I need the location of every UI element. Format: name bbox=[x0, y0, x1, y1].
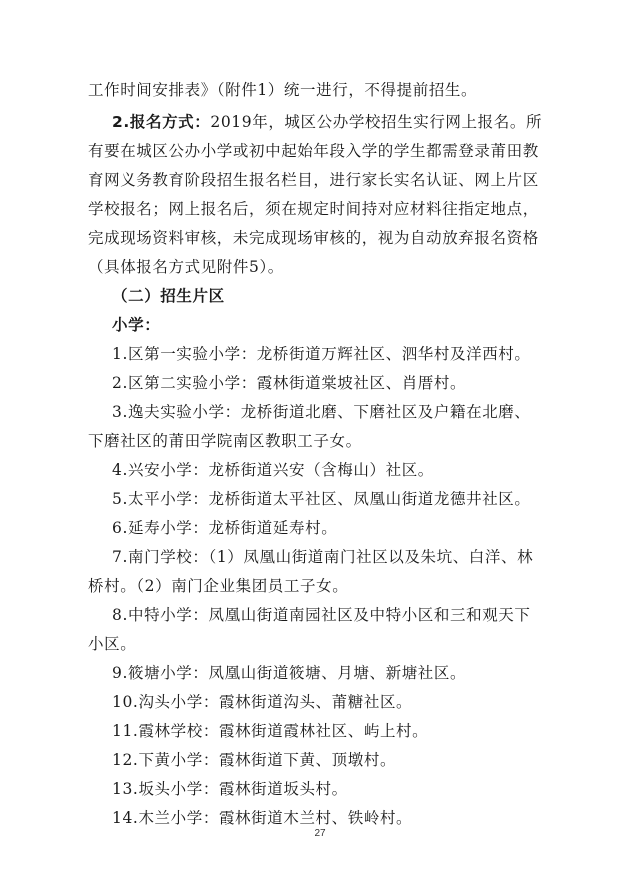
text-line: 所 bbox=[525, 113, 543, 131]
list-item-continuation: 小区。 bbox=[88, 635, 137, 653]
list-item: 6.延寿小学：龙桥街道延寿村。 bbox=[112, 519, 338, 537]
registration-method-text: 2019年，城区公办学校招生实行网上报名。 bbox=[210, 113, 526, 131]
page-number: 27 bbox=[314, 828, 326, 839]
list-item-continuation: 桥村。（2）南门企业集团员工子女。 bbox=[88, 577, 349, 595]
list-item: 5.太平小学：龙桥街道太平社区、凤凰山街道龙德井社区。 bbox=[112, 490, 531, 508]
list-item: 8.中特小学：凤凰山街道南园社区及中特小区和三和观天下 bbox=[112, 606, 531, 624]
text-line: 有要在城区公办小学或初中起始年段入学的学生都需登录莆田教 bbox=[88, 142, 539, 160]
text-line: （具体报名方式见附件5）。 bbox=[88, 258, 284, 276]
list-item: 1.区第一实验小学：龙桥街道万辉社区、泗华村及洋西村。 bbox=[112, 345, 531, 363]
list-item: 12.下黄小学：霞林街道下黄、顶墩村。 bbox=[112, 751, 397, 769]
list-item: 10.沟头小学：霞林街道沟头、莆糖社区。 bbox=[112, 693, 413, 711]
list-item: 4.兴安小学：龙桥街道兴安（含梅山）社区。 bbox=[112, 461, 434, 479]
list-item: 14.木兰小学：霞林街道木兰村、铁岭村。 bbox=[112, 809, 413, 827]
list-item: 11.霞林学校：霞林街道霞林社区、屿上村。 bbox=[112, 722, 429, 740]
text-line: 学校报名；网上报名后，须在规定时间持对应材料往指定地点， bbox=[88, 200, 539, 218]
list-item: 3.逸夫实验小学：龙桥街道北磨、下磨社区及户籍在北磨、 bbox=[112, 403, 531, 421]
text-line: 育网义务教育阶段招生报名栏目，进行家长实名认证、网上片区 bbox=[88, 171, 539, 189]
list-item: 13.坂头小学：霞林街道坂头村。 bbox=[112, 780, 348, 798]
list-item: 7.南门学校：（1）凤凰山街道南门社区以及朱坑、白洋、林 bbox=[112, 548, 534, 566]
list-item: 9.筱塘小学：凤凰山街道筱塘、月塘、新塘社区。 bbox=[112, 664, 467, 682]
paragraph-registration-method bbox=[112, 112, 588, 132]
subsection-heading: 小学： bbox=[112, 316, 161, 334]
registration-method-label: 2.报名方式： bbox=[112, 113, 211, 131]
text-line: 工作时间安排表》（附件1）统一进行，不得提前招生。 bbox=[88, 81, 478, 99]
list-item-continuation: 下磨社区的莆田学院南区教职工子女。 bbox=[88, 432, 362, 450]
list-item: 2.区第二实验小学：霞林街道棠坡社区、肖厝村。 bbox=[112, 374, 467, 392]
section-heading: （二）招生片区 bbox=[112, 287, 225, 305]
text-line: 完成现场资料审核，未完成现场审核的，视为自动放弃报名资格 bbox=[88, 229, 539, 247]
